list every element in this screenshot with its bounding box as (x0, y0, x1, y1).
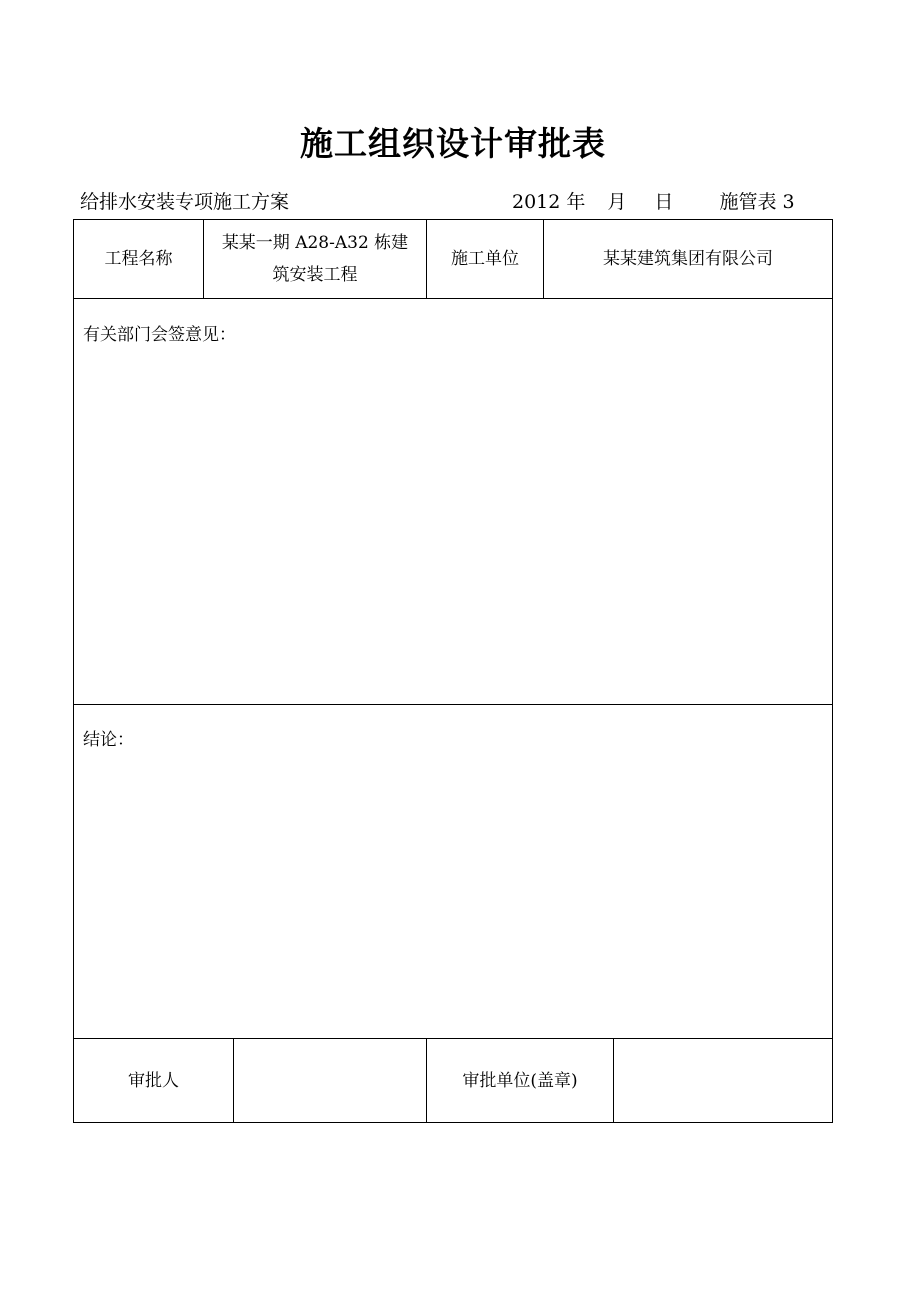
construction-unit-value: 某某建筑集团有限公司 (603, 249, 773, 269)
form-code: 施管表 3 (719, 191, 795, 213)
conclusion-label: 结论： (83, 730, 134, 750)
document-title: 施工组织设计审批表 (300, 124, 606, 163)
project-name-value: 某某一期 A28-A32 栋建筑安装工程 (221, 233, 409, 285)
approval-form-table (73, 219, 833, 1123)
date-and-form-code (512, 187, 795, 214)
conclusion-field[interactable] (74, 756, 832, 1036)
row-divider (74, 298, 832, 299)
opinions-field[interactable] (74, 352, 832, 702)
approver-label: 审批人 (128, 1070, 179, 1091)
approval-unit-label: 审批单位(盖章) (462, 1070, 578, 1091)
construction-unit-label: 施工单位 (451, 249, 519, 269)
date-month: 月 (607, 191, 627, 213)
project-name-label: 工程名称 (104, 249, 173, 269)
approval-unit-stamp-field[interactable] (614, 1039, 832, 1122)
project-type: 给排水安装专项施工方案 (80, 191, 290, 213)
approver-field[interactable] (234, 1039, 426, 1122)
date-day: 日 (654, 191, 674, 213)
row-divider (74, 704, 832, 705)
date-year: 2012 年 (512, 191, 586, 213)
opinions-label: 有关部门会签意见： (83, 325, 236, 345)
